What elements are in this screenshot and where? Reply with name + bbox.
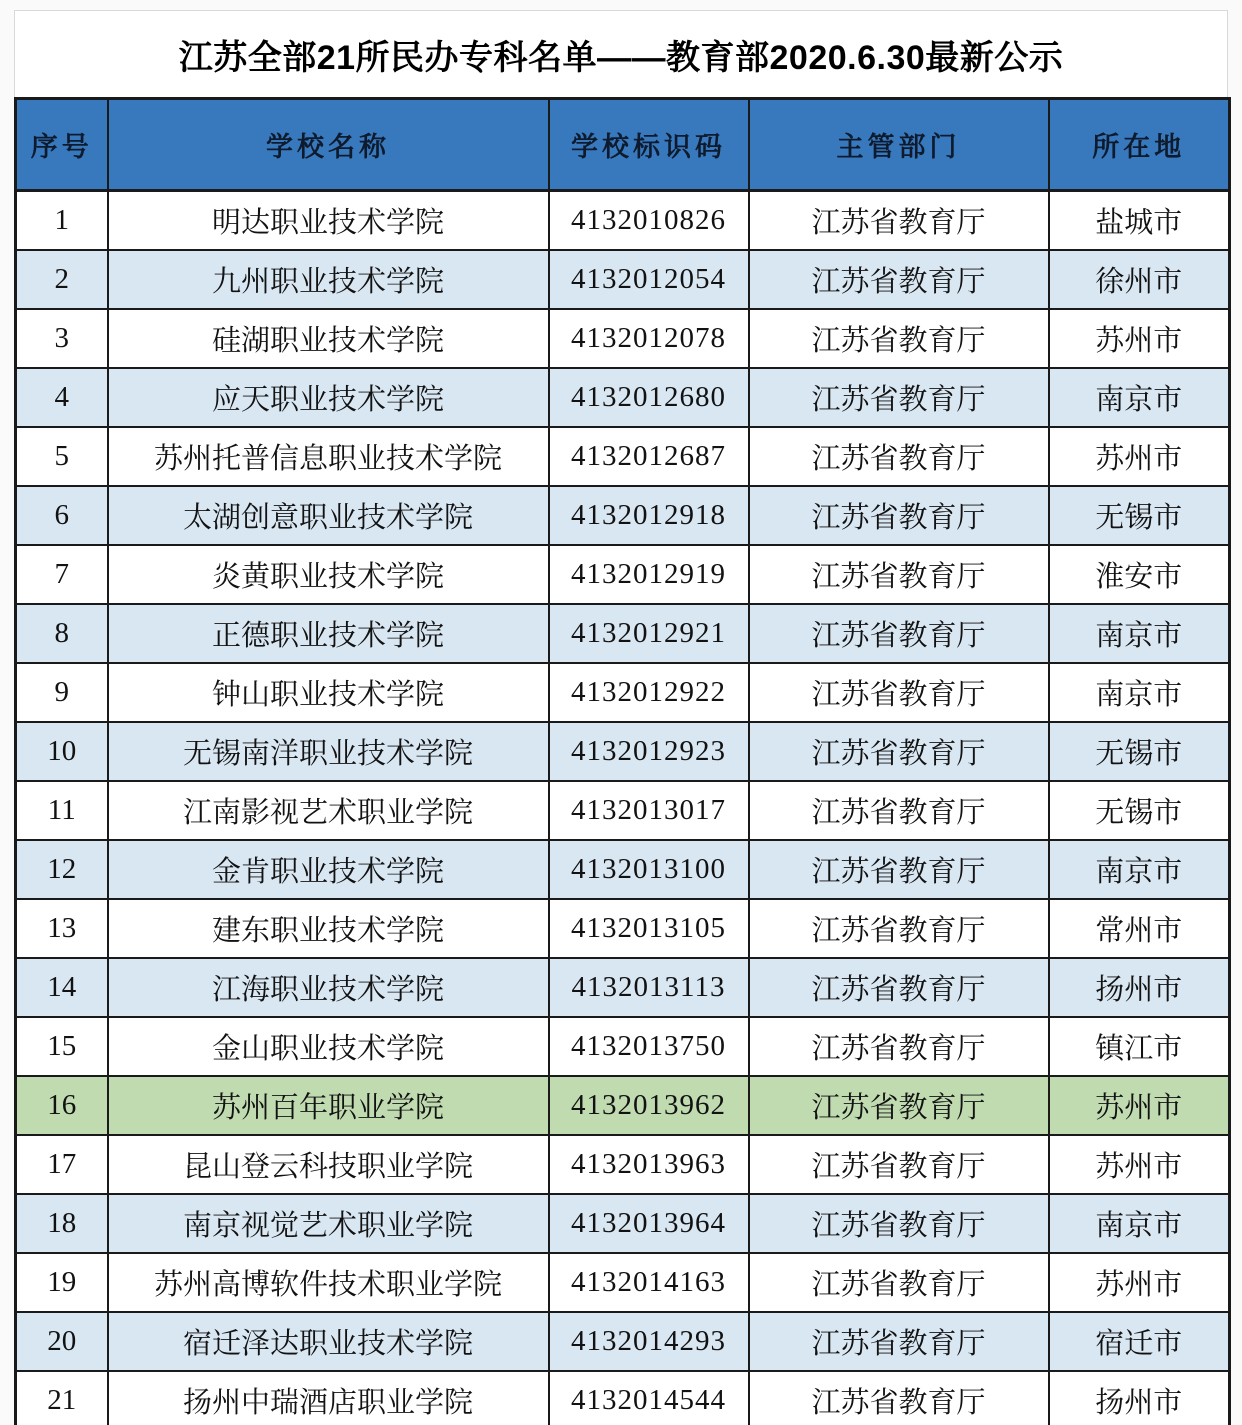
- cell-department: 江苏省教育厅: [749, 191, 1049, 251]
- cell-department: 江苏省教育厅: [749, 1194, 1049, 1253]
- cell-school-code: 4132014163: [549, 1253, 749, 1312]
- table-row: [16, 958, 1230, 1017]
- table-row: [16, 191, 1230, 251]
- cell-school-name: 无锡南洋职业技术学院: [108, 722, 549, 781]
- cell-school-name: 炎黄职业技术学院: [108, 545, 549, 604]
- cell-department: 江苏省教育厅: [749, 250, 1049, 309]
- cell-location: 南京市: [1049, 1194, 1230, 1253]
- cell-index: 5: [16, 427, 108, 486]
- cell-department: 江苏省教育厅: [749, 1312, 1049, 1371]
- cell-location: 南京市: [1049, 840, 1230, 899]
- cell-index: 7: [16, 545, 108, 604]
- cell-school-code: 4132013964: [549, 1194, 749, 1253]
- column-header-department: 主管部门: [749, 99, 1049, 191]
- cell-school-name: 金肯职业技术学院: [108, 840, 549, 899]
- cell-school-name: 南京视觉艺术职业学院: [108, 1194, 549, 1253]
- cell-index: 15: [16, 1017, 108, 1076]
- title-bar: [14, 10, 1228, 97]
- cell-department: 江苏省教育厅: [749, 604, 1049, 663]
- cell-index: 6: [16, 486, 108, 545]
- cell-location: 苏州市: [1049, 1076, 1230, 1135]
- table-row: [16, 368, 1230, 427]
- cell-location: 淮安市: [1049, 545, 1230, 604]
- cell-location: 盐城市: [1049, 191, 1230, 251]
- cell-school-name: 九州职业技术学院: [108, 250, 549, 309]
- cell-location: 南京市: [1049, 663, 1230, 722]
- cell-school-name: 苏州高博软件技术职业学院: [108, 1253, 549, 1312]
- cell-department: 江苏省教育厅: [749, 958, 1049, 1017]
- cell-department: 江苏省教育厅: [749, 1371, 1049, 1425]
- table-row: [16, 840, 1230, 899]
- cell-index: 12: [16, 840, 108, 899]
- table-row: [16, 545, 1230, 604]
- cell-department: 江苏省教育厅: [749, 1076, 1049, 1135]
- cell-school-code: 4132012922: [549, 663, 749, 722]
- header-row: [16, 99, 1230, 191]
- cell-location: 镇江市: [1049, 1017, 1230, 1076]
- cell-location: 常州市: [1049, 899, 1230, 958]
- cell-school-code: 4132013105: [549, 899, 749, 958]
- cell-school-code: 4132012919: [549, 545, 749, 604]
- column-header-school-code: 学校标识码: [549, 99, 749, 191]
- cell-index: 17: [16, 1135, 108, 1194]
- cell-location: 无锡市: [1049, 486, 1230, 545]
- cell-index: 14: [16, 958, 108, 1017]
- cell-index: 20: [16, 1312, 108, 1371]
- cell-department: 江苏省教育厅: [749, 427, 1049, 486]
- cell-school-name: 太湖创意职业技术学院: [108, 486, 549, 545]
- cell-school-code: 4132012687: [549, 427, 749, 486]
- column-header-location: 所在地: [1049, 99, 1230, 191]
- cell-index: 3: [16, 309, 108, 368]
- cell-school-name: 正德职业技术学院: [108, 604, 549, 663]
- table-row: [16, 899, 1230, 958]
- cell-school-name: 扬州中瑞酒店职业学院: [108, 1371, 549, 1425]
- cell-school-code: 4132012923: [549, 722, 749, 781]
- table-row: [16, 663, 1230, 722]
- cell-location: 南京市: [1049, 604, 1230, 663]
- cell-school-code: 4132013962: [549, 1076, 749, 1135]
- cell-school-name: 硅湖职业技术学院: [108, 309, 549, 368]
- cell-school-code: 4132013017: [549, 781, 749, 840]
- cell-school-name: 苏州百年职业学院: [108, 1076, 549, 1135]
- cell-school-name: 钟山职业技术学院: [108, 663, 549, 722]
- table-row: [16, 486, 1230, 545]
- table-row: [16, 1194, 1230, 1253]
- cell-school-name: 建东职业技术学院: [108, 899, 549, 958]
- page-title: 江苏全部21所民办专科名单——教育部2020.6.30最新公示: [178, 38, 1064, 77]
- cell-department: 江苏省教育厅: [749, 1135, 1049, 1194]
- cell-location: 扬州市: [1049, 1371, 1230, 1425]
- cell-school-name: 苏州托普信息职业技术学院: [108, 427, 549, 486]
- cell-school-code: 4132014293: [549, 1312, 749, 1371]
- table-row: [16, 1312, 1230, 1371]
- cell-school-code: 4132012921: [549, 604, 749, 663]
- cell-index: 16: [16, 1076, 108, 1135]
- cell-department: 江苏省教育厅: [749, 722, 1049, 781]
- table-body: [16, 191, 1230, 1425]
- cell-index: 13: [16, 899, 108, 958]
- cell-location: 南京市: [1049, 368, 1230, 427]
- cell-school-code: 4132013963: [549, 1135, 749, 1194]
- cell-index: 10: [16, 722, 108, 781]
- table-row: [16, 781, 1230, 840]
- cell-school-code: 4132013113: [549, 958, 749, 1017]
- table-row: [16, 604, 1230, 663]
- cell-school-name: 金山职业技术学院: [108, 1017, 549, 1076]
- cell-index: 18: [16, 1194, 108, 1253]
- table-row: [16, 1371, 1230, 1425]
- cell-department: 江苏省教育厅: [749, 663, 1049, 722]
- cell-school-code: 4132010826: [549, 191, 749, 251]
- table-header: [16, 99, 1230, 191]
- table-row: [16, 309, 1230, 368]
- cell-school-code: 4132013750: [549, 1017, 749, 1076]
- cell-department: 江苏省教育厅: [749, 840, 1049, 899]
- cell-school-code: 4132013100: [549, 840, 749, 899]
- cell-department: 江苏省教育厅: [749, 781, 1049, 840]
- table-row: [16, 722, 1230, 781]
- cell-index: 11: [16, 781, 108, 840]
- table-row: [16, 1253, 1230, 1312]
- cell-index: 4: [16, 368, 108, 427]
- table-row: [16, 250, 1230, 309]
- cell-location: 苏州市: [1049, 1253, 1230, 1312]
- cell-school-name: 明达职业技术学院: [108, 191, 549, 251]
- cell-department: 江苏省教育厅: [749, 309, 1049, 368]
- column-header-school-name: 学校名称: [108, 99, 549, 191]
- cell-location: 扬州市: [1049, 958, 1230, 1017]
- cell-location: 徐州市: [1049, 250, 1230, 309]
- cell-location: 无锡市: [1049, 781, 1230, 840]
- cell-school-code: 4132014544: [549, 1371, 749, 1425]
- cell-index: 2: [16, 250, 108, 309]
- cell-department: 江苏省教育厅: [749, 486, 1049, 545]
- cell-school-code: 4132012918: [549, 486, 749, 545]
- cell-school-name: 应天职业技术学院: [108, 368, 549, 427]
- cell-index: 8: [16, 604, 108, 663]
- cell-location: 苏州市: [1049, 1135, 1230, 1194]
- colleges-table: [14, 97, 1231, 1425]
- table-row: [16, 1135, 1230, 1194]
- cell-index: 21: [16, 1371, 108, 1425]
- cell-location: 宿迁市: [1049, 1312, 1230, 1371]
- cell-school-name: 江海职业技术学院: [108, 958, 549, 1017]
- cell-school-code: 4132012078: [549, 309, 749, 368]
- table-row: [16, 1076, 1230, 1135]
- cell-school-code: 4132012680: [549, 368, 749, 427]
- cell-school-name: 宿迁泽达职业技术学院: [108, 1312, 549, 1371]
- table-row: [16, 1017, 1230, 1076]
- table-row: [16, 427, 1230, 486]
- cell-department: 江苏省教育厅: [749, 368, 1049, 427]
- cell-department: 江苏省教育厅: [749, 1253, 1049, 1312]
- cell-department: 江苏省教育厅: [749, 1017, 1049, 1076]
- cell-school-name: 昆山登云科技职业学院: [108, 1135, 549, 1194]
- cell-index: 9: [16, 663, 108, 722]
- cell-index: 1: [16, 191, 108, 251]
- cell-index: 19: [16, 1253, 108, 1312]
- cell-school-name: 江南影视艺术职业学院: [108, 781, 549, 840]
- column-header-index: 序号: [16, 99, 108, 191]
- cell-location: 苏州市: [1049, 309, 1230, 368]
- cell-location: 无锡市: [1049, 722, 1230, 781]
- cell-department: 江苏省教育厅: [749, 899, 1049, 958]
- cell-location: 苏州市: [1049, 427, 1230, 486]
- cell-department: 江苏省教育厅: [749, 545, 1049, 604]
- cell-school-code: 4132012054: [549, 250, 749, 309]
